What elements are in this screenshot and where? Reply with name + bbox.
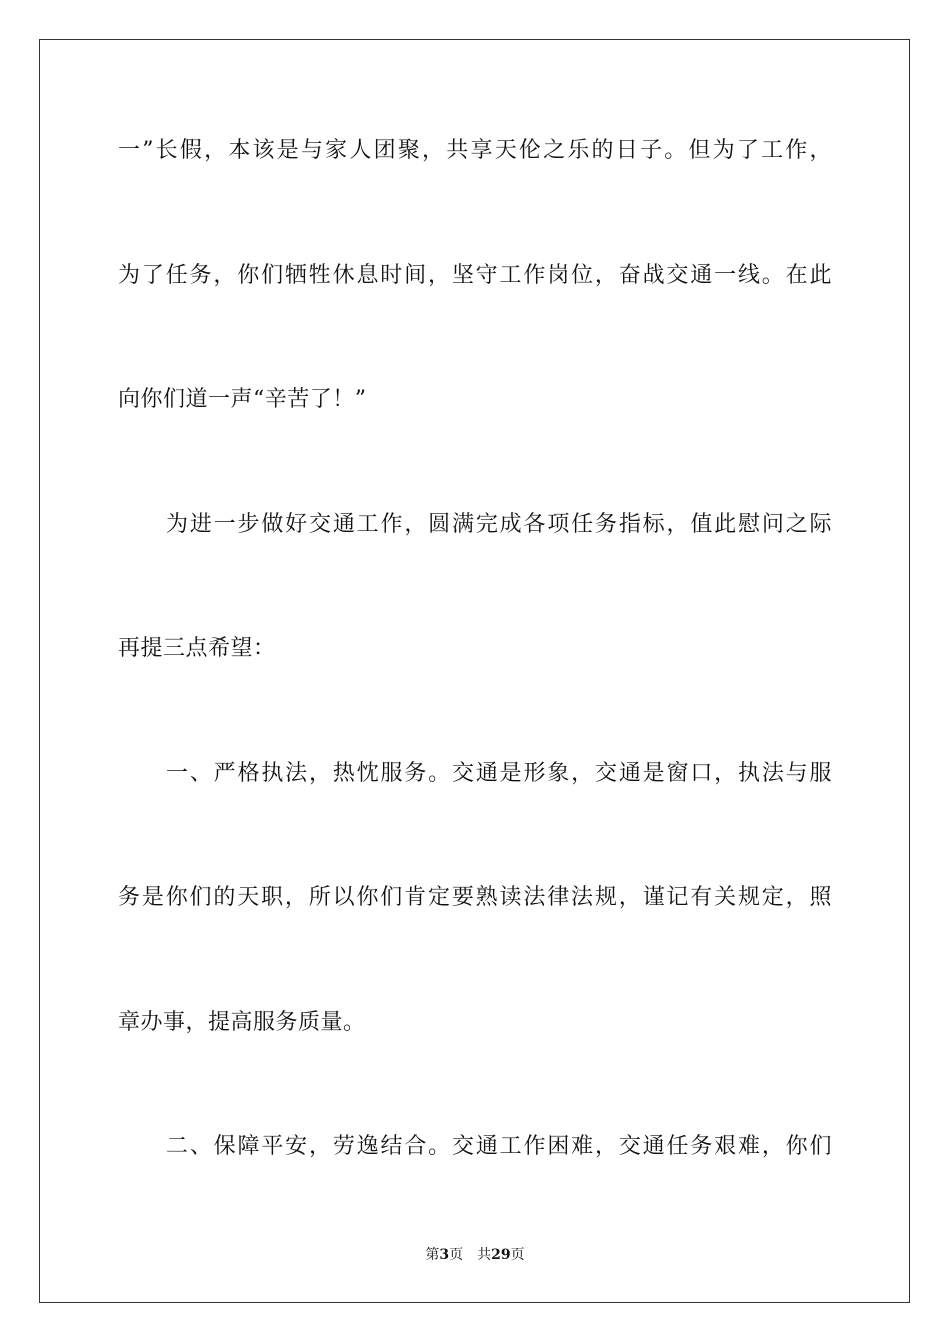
paragraph-2-line-2: 再提三点希望： [118, 636, 276, 661]
total-pages: 29 [491, 1247, 511, 1263]
page-number: 3 [439, 1247, 450, 1263]
point-1-line-1: 一、严格执法，热忱服务。交通是形象，交通是窗口，执法与服 [166, 761, 832, 786]
body-line-3: 向你们道一声“辛苦了！” [118, 387, 367, 412]
page-suffix: 页 [449, 1247, 464, 1263]
page-prefix: 第 [425, 1247, 440, 1263]
paragraph-2-line-1: 为进一步做好交通工作，圆满完成各项任务指标，值此慰问之际 [166, 512, 832, 537]
total-prefix: 共 [477, 1247, 492, 1263]
point-2-line-1: 二、保障平安，劳逸结合。交通工作困难，交通任务艰难，你们 [166, 1134, 832, 1159]
point-1-line-2: 务是你们的天职，所以你们肯定要熟读法律法规，谨记有关规定，照 [118, 885, 832, 910]
total-suffix: 页 [510, 1247, 525, 1263]
body-line-1: 一”长假，本该是与家人团聚，共享天伦之乐的日子。但为了工作， [118, 138, 832, 163]
page-frame [39, 39, 910, 1303]
page-footer [0, 1246, 950, 1264]
point-1-line-3: 章办事，提高服务质量。 [118, 1010, 366, 1035]
body-line-2: 为了任务，你们牺牲休息时间，坚守工作岗位，奋战交通一线。在此 [118, 263, 832, 288]
